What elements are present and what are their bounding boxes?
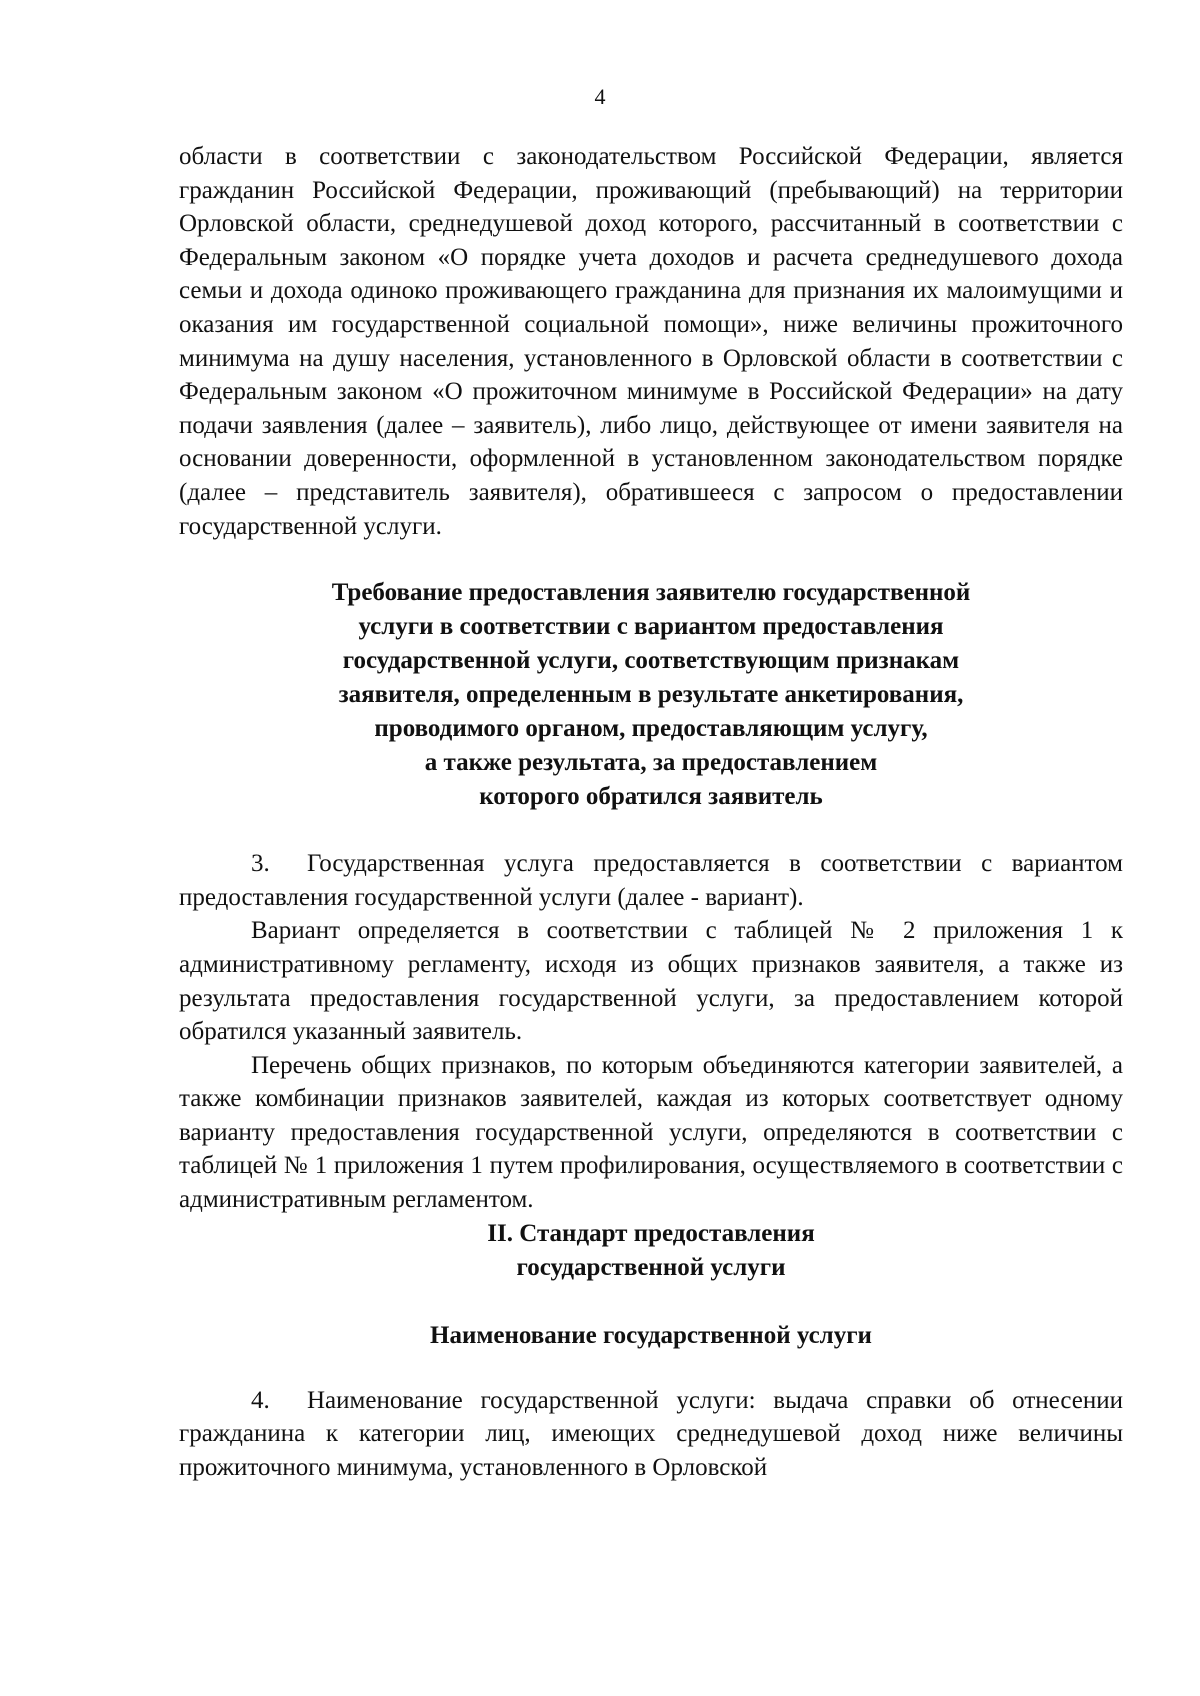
heading-line: услуги в соответствии с вариантом предоставления (358, 613, 944, 641)
clause-text: Наименование государственной услуги: выдача справки об отнесении гражданина к категории лиц, имеющих среднедушевой доход ниже величины прожиточного минимума, установленного в Орловской (179, 1386, 1123, 1481)
section-heading-standard (179, 1217, 1123, 1285)
paragraph-variant: Вариант определяется в соответствии с таблицей № 2 приложения 1 к административному регламенту, исходя из общих признаков заявителя, а также из результата предоставления государственной услуги, за предоставлением которой обратился указанный заявитель. (179, 917, 1123, 1046)
heading-line: проводимого органом, предоставляющим услугу, (374, 715, 928, 743)
document-body (179, 140, 1123, 1484)
clause-text: Государственная услуга предоставляется в соответствии с вариантом предоставления государственной услуги (далее - вариант). (179, 850, 1123, 911)
section-heading-requirement (179, 576, 1123, 814)
heading-line: а также результата, за предоставлением (424, 749, 878, 777)
clause-number: 4. (251, 1386, 270, 1414)
paragraph-features-list: Перечень общих признаков, по которым объединяются категории заявителей, а также комбинации признаков заявителей, каждая из которых соответствует одному варианту предоставления государственной услуги, определяются в соответствии с таблицей № 1 приложения 1 путем профилирования, осуществляемого в соответствии с административным регламентом. (179, 1051, 1123, 1214)
heading-line: заявителя, определенным в результате анкетирования, (338, 681, 964, 709)
page-number: 4 (594, 84, 606, 109)
clause-number: 3. (251, 850, 270, 878)
clause-4 (179, 1384, 1123, 1485)
section-heading-service-name: Наименование государственной услуги (430, 1321, 872, 1349)
intro-paragraph: области в соответствии с законодательством Российской Федерации, является гражданин Российской Федерации, проживающий (пребывающий) на территории Орловской области, среднедушевой доход которого, рассчитанный в соответствии с Федеральным законом «О порядке учета доходов и расчета среднедушевого дохода семьи и дохода одиноко проживающего гражданина для признания их малоимущими и оказания им государственной социальной помощи», ниже величины прожиточного минимума на душу населения, установленного в Орловской области в соответствии с Федеральным законом «О прожиточном минимуме в Российской Федерации» на дату подачи заявления (далее – заявитель), либо лицо, действующее от имени заявителя на основании доверенности, оформленной в установленном законодательством порядке (далее – представитель заявителя), обратившееся с запросом о предоставлении государственной услуги. (179, 143, 1123, 540)
heading-line: государственной услуги, соответствующим признакам (342, 647, 960, 675)
heading-line: II. Стандарт предоставления (487, 1219, 815, 1247)
clause-3 (179, 847, 1123, 914)
heading-line: которого обратился заявитель (479, 783, 823, 811)
heading-line: Требование предоставления заявителю государственной (331, 579, 971, 607)
heading-line: государственной услуги (516, 1253, 786, 1281)
